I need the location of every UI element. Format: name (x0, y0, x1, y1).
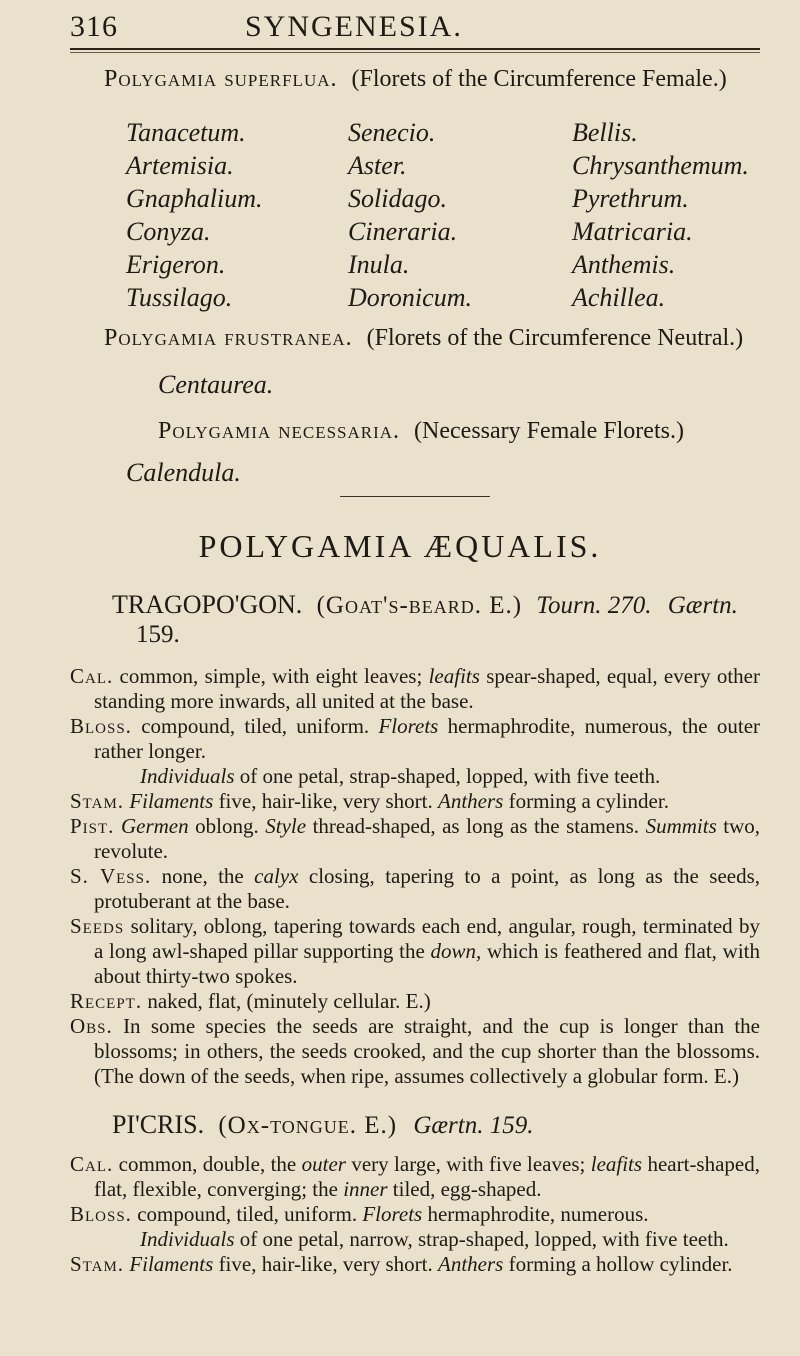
text: In some species the seeds are straight, and the cup is longer than the blossoms; in others, the seeds crooked, and the cup shorter than the blossoms. (The down of the seeds, when ripe, assumes collectively a globular form. E.) (94, 1014, 761, 1088)
tragopogon-description (70, 664, 760, 1089)
term: down, (430, 939, 482, 963)
text: five, hair-like, very short. (218, 789, 433, 813)
term: Filaments (129, 1252, 214, 1276)
genus-name: Inula. (348, 250, 410, 279)
genus-name: Doronicum. (348, 283, 472, 312)
reference: Gærtn. 159. (413, 1112, 534, 1139)
individuals-desc (70, 1227, 760, 1252)
seeds-desc (70, 914, 760, 989)
label: Pist. (70, 814, 115, 838)
section-name: Polygamia superflua. (104, 66, 338, 92)
text: compound, tiled, uniform. (137, 1202, 358, 1226)
text: oblong. (195, 814, 259, 838)
section-frustranea (104, 325, 743, 352)
genus-name: Tussilago. (126, 283, 233, 312)
term: Anthers (438, 789, 504, 813)
calyx-desc (70, 1152, 760, 1202)
observation (70, 1014, 760, 1089)
section-desc: (Florets of the Circumference Neutral.) (366, 325, 744, 351)
superflua-genera (126, 118, 766, 316)
individuals-desc (70, 764, 760, 789)
term: Individuals (140, 764, 235, 788)
genus-name: Pyrethrum. (572, 184, 689, 213)
genus-row (126, 118, 766, 151)
text: thread-shaped, as long as the stamens. (312, 814, 640, 838)
genus-name: Achillea. (572, 283, 666, 312)
text: closing, tapering to a point, as long as the seeds, protuberant at the base. (94, 864, 761, 913)
genus-row (126, 151, 766, 184)
text: compound, tiled, uniform. (141, 714, 370, 738)
reference: Gærtn. (667, 592, 738, 619)
text: hermaphrodite, numerous, the outer rather longer. (94, 714, 761, 763)
blossom-desc (70, 1202, 760, 1227)
term: leafits (428, 664, 480, 688)
stamen-desc (70, 1252, 760, 1277)
text: common, simple, with eight leaves; (119, 664, 423, 688)
label: S. Vess. (70, 864, 152, 888)
label: Cal. (70, 664, 114, 688)
term: calyx (254, 864, 299, 888)
picris-heading (112, 1110, 772, 1141)
genus-title: TRAGOPO'GON. (112, 590, 303, 619)
genus-name: Tanacetum. (126, 118, 246, 147)
genus-name: Solidago. (348, 184, 447, 213)
section-name: Polygamia necessaria. (158, 418, 401, 444)
genus-title: PI'CRIS. (112, 1110, 205, 1139)
genus-name: Conyza. (126, 217, 211, 246)
picris-description (70, 1152, 760, 1277)
pistil-desc (70, 814, 760, 864)
text: solitary, oblong, tapering towards each end, angular, rough, terminated by a long awl-shaped pillar supporting the (94, 914, 761, 963)
term: Germen (120, 814, 189, 838)
genus-name: Erigeron. (126, 250, 226, 279)
vessel-desc (70, 864, 760, 914)
label: Cal. (70, 1152, 114, 1176)
label: Seeds (70, 914, 125, 938)
running-title: SYNGENESIA. (245, 10, 463, 43)
tragopogon-ref-number: 159. (136, 621, 180, 648)
calyx-desc (70, 664, 760, 714)
text: which is feathered and flat, with about thirty-two spokes. (94, 939, 760, 988)
section-desc: (Florets of the Circumference Female.) (351, 66, 727, 92)
text: common, double, the (118, 1152, 297, 1176)
text: forming a hollow cylinder. (508, 1252, 733, 1276)
genus-name: Anthemis. (572, 250, 676, 279)
genus-name: Chrysanthemum. (572, 151, 749, 180)
label: Stam. (70, 789, 125, 813)
page-number: 316 (70, 10, 118, 43)
term: Summits (645, 814, 717, 838)
reference: Tourn. 270. (536, 592, 652, 619)
page-header (70, 10, 760, 70)
frustranea-genus: Centaurea. (158, 370, 274, 399)
tragopogon-heading (112, 590, 772, 621)
term: Florets (362, 1202, 423, 1226)
text: of one petal, narrow, strap-shaped, lopped, with five teeth. (239, 1227, 729, 1251)
text: very large, with five leaves; (351, 1152, 586, 1176)
term: outer (301, 1152, 346, 1176)
stamen-desc (70, 789, 760, 814)
text: spear-shaped, equal, every other standing more inwards, all united at the base. (94, 664, 760, 713)
genus-name: Cineraria. (348, 217, 458, 246)
genus-name: Gnaphalium. (126, 184, 263, 213)
text: naked, flat, (minutely cellular. E.) (147, 989, 431, 1013)
term: inner (343, 1177, 388, 1201)
label: Bloss. (70, 1202, 132, 1226)
genus-row (126, 217, 766, 250)
common-name: (Goat's-beard. E.) (316, 592, 523, 619)
label: Recept. (70, 989, 143, 1013)
text: hermaphrodite, numerous. (427, 1202, 649, 1226)
term: Florets (378, 714, 439, 738)
genus-row (126, 184, 766, 217)
label: Stam. (70, 1252, 125, 1276)
genus-row (126, 283, 766, 316)
term: leafits (590, 1152, 643, 1176)
text: none, the (161, 864, 244, 888)
label: Obs. (70, 1014, 113, 1038)
genus-row (126, 250, 766, 283)
section-desc: (Necessary Female Florets.) (414, 418, 684, 444)
label: Bloss. (70, 714, 132, 738)
receptacle-desc (70, 989, 760, 1014)
term: Individuals (140, 1227, 235, 1251)
section-divider (340, 496, 490, 497)
section-necessaria (158, 418, 684, 445)
text: five, hair-like, very short. (218, 1252, 433, 1276)
text: heart-shaped, flat, flexible, converging; the (94, 1152, 760, 1201)
text: tiled, egg-shaped. (392, 1177, 542, 1201)
order-title: POLYGAMIA ÆQUALIS. (198, 528, 602, 564)
term: Anthers (438, 1252, 504, 1276)
blossom-desc (70, 714, 760, 764)
genus-name: Senecio. (348, 118, 436, 147)
common-name: (Ox-tongue. E.) (218, 1112, 398, 1139)
term: Filaments (129, 789, 214, 813)
term: Style (265, 814, 307, 838)
text: two, revolute. (94, 814, 761, 863)
genus-name: Matricaria. (572, 217, 693, 246)
header-rule-thin (70, 52, 760, 53)
genus-name: Aster. (348, 151, 407, 180)
section-superflua (104, 66, 727, 93)
genus-name: Bellis. (572, 118, 638, 147)
necessaria-genus: Calendula. (126, 458, 241, 487)
text: forming a cylinder. (508, 789, 669, 813)
section-name: Polygamia frustranea. (104, 325, 353, 351)
text: of one petal, strap-shaped, lopped, with five teeth. (239, 764, 661, 788)
header-rule (70, 48, 760, 50)
genus-name: Artemisia. (126, 151, 234, 180)
